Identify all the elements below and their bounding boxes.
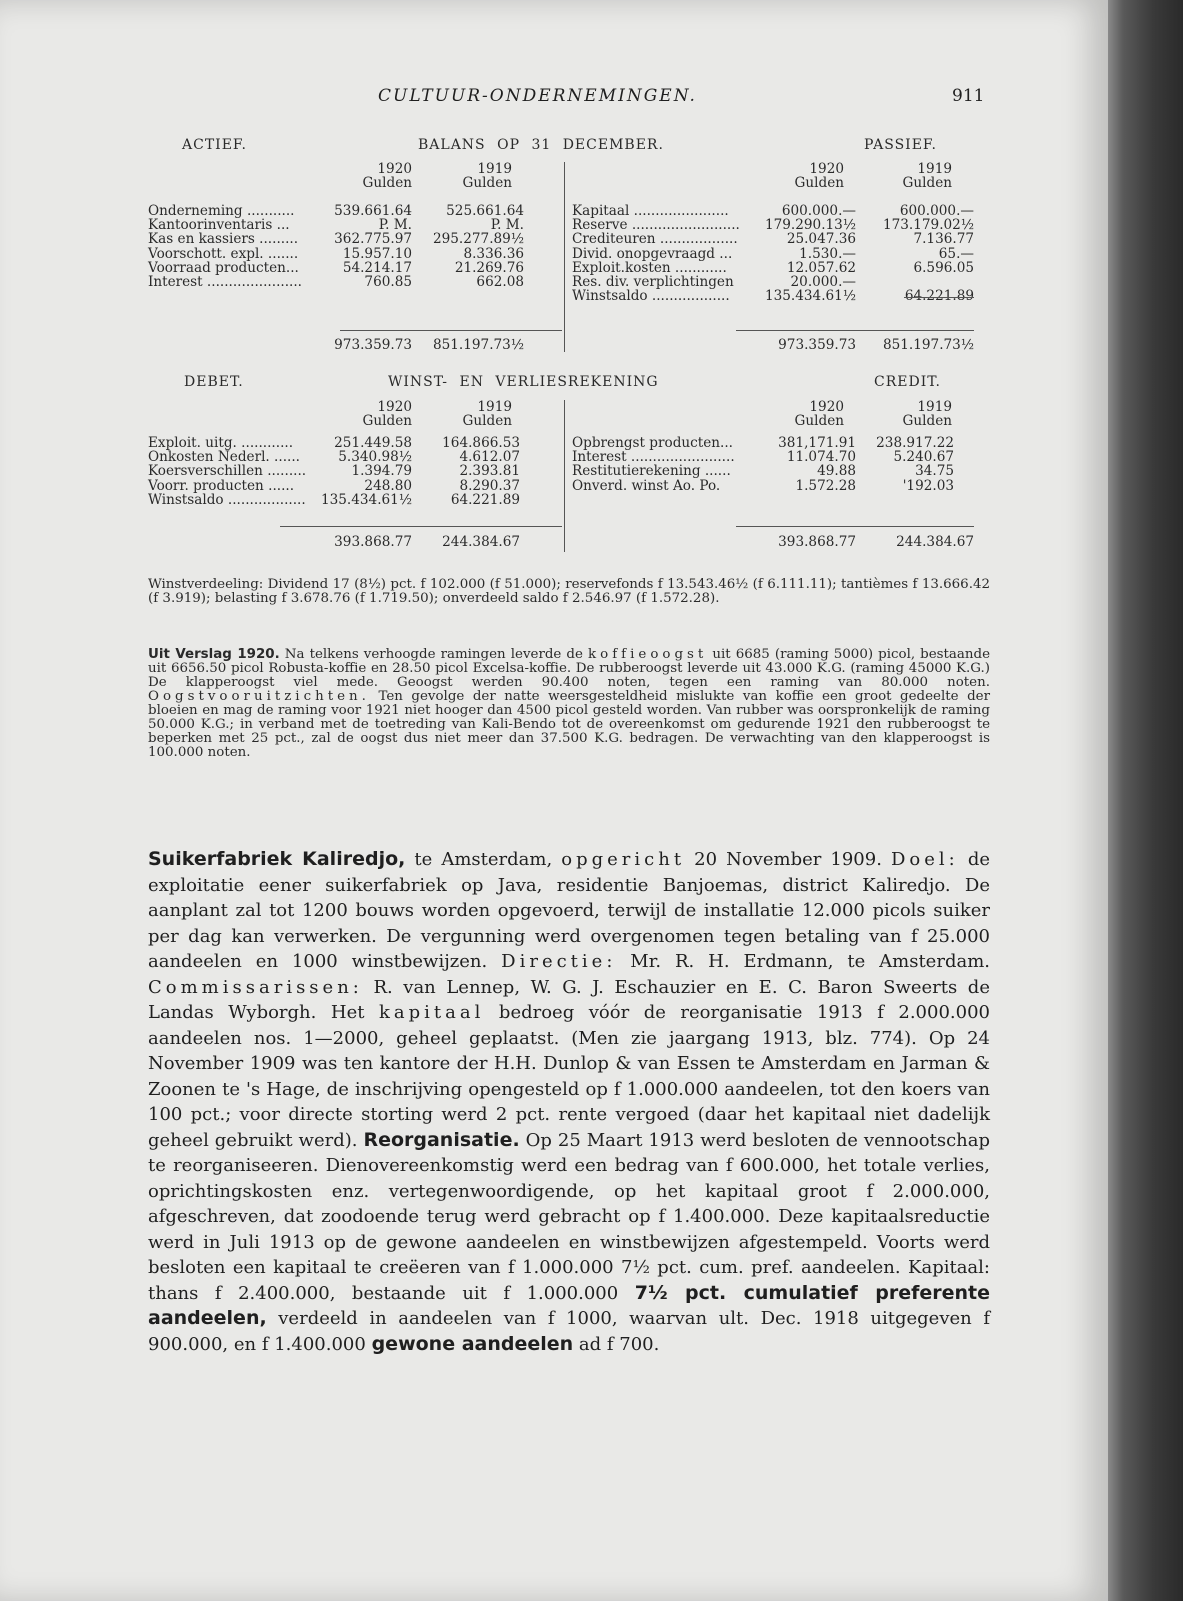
table-row: Interest ...................... [148, 273, 302, 290]
column-divider [564, 400, 565, 552]
col-head: 1920 Gulden [794, 161, 844, 192]
actief-1920: 539.661.64 P. M. 362.775.97 15.957.10 54.214.17 760.85 [334, 203, 412, 290]
book-spine-edge [1108, 0, 1183, 1601]
actief-label: ACTIEF. [182, 137, 247, 153]
table-row: Voorr. producten ...... [148, 477, 295, 494]
table-row: Kapitaal ...................... [572, 203, 729, 219]
profit-loss-account [0, 0, 1108, 560]
table-row: Res. div. verplichtingen [572, 273, 734, 290]
annual-report-excerpt: Uit Verslag 1920. Na telkens verhoogde ramingen leverde de koffieoogst uit 6685 (raming 5000) picol, bestaande uit 6656.50 picol Robusta-koffie en 28.50 picol Excelsa-koffie. De rubberoogst leverde uit 43.000 K.G. (raming 45000 K.G.) De klapperoogst viel mede. Geoogst werden 90.400 noten, tegen een raming van 80.000 noten. Oogstvooruitzichten. Ten gevolge der natte weersgesteldheid mislukte van koffie een groot gedeelte der bloeien en mag de raming voor 1921 niet hooger dan 4500 picol gesteld worden. Van rubber was oorspronkelijk de raming 50.000 K.G.; in verband met de toetreding van Kali-Bendo tot de overeenkomst om gedurende 1921 den rubberoogst te beperken met 25 pct., zal de oogst dus niet meer dan 37.500 K.G. bedragen. De verwachting van den klapperoogst is 100.000 noten. [148, 647, 991, 760]
table-row: Voorschott. expl. ....... [148, 245, 299, 262]
col-head: 1920 Gulden [362, 399, 412, 430]
total-rule [280, 526, 562, 527]
table-row: Onkosten Nederl. ...... [148, 449, 300, 466]
table-row: Kas en kassiers ......... [148, 231, 299, 248]
table-row: Interest ........................ [572, 449, 735, 466]
actief-total-1919: 851.197.73½ [432, 337, 524, 353]
credit-1919: 238.917.22 5.240.67 34.75 '192.03 [876, 435, 954, 494]
col-head: 1919 Gulden [902, 399, 952, 430]
passief-1919: 600.000.— 173.179.02½ 7.136.77 65.— 6.596.05 64.221.89 [882, 203, 974, 305]
col-head: 1919 Gulden [462, 161, 512, 192]
passief-total-1919: 851.197.73½ [882, 337, 974, 353]
page-number: 911 [952, 86, 985, 106]
table-row: Restitutierekening ...... [572, 463, 731, 480]
debet-label: DEBET. [184, 374, 244, 390]
credit-1920: 381,171.91 11.074.70 49.88 1.572.28 [778, 435, 856, 494]
debet-1919: 164.866.53 4.612.07 2.393.81 8.290.37 64.221.89 [442, 435, 520, 508]
table-row: Kantoorinventaris ... [148, 217, 290, 234]
actief-1919: 525.661.64 P. M. 295.277.89½ 8.336.36 21.269.76 662.08 [432, 203, 524, 290]
table-row: Onderneming ........... [148, 203, 295, 219]
pl-title: WINST- EN VERLIESREKENING [388, 374, 659, 390]
table-row: Divid. onopgevraagd ... [572, 245, 733, 262]
table-row: Exploit.kosten ............ [572, 259, 727, 276]
col-head: 1920 Gulden [794, 399, 844, 430]
debet-total-1919: 244.384.67 [442, 534, 520, 550]
credit-label: CREDIT. [874, 374, 941, 390]
table-row: Opbrengst producten... [572, 435, 733, 451]
passief-total-1920: 973.359.73 [778, 337, 856, 353]
total-rule [736, 526, 974, 527]
col-head: 1919 Gulden [462, 399, 512, 430]
passief-1920: 600.000.— 179.290.13½ 25.047.36 1.530.— 12.057.62 20.000.— 135.434.61½ [764, 203, 856, 305]
table-row: Voorraad producten... [148, 259, 299, 276]
debet-1920: 251.449.58 5.340.98½ 1.394.79 248.80 135.434.61½ [320, 435, 412, 508]
company-entry: Suikerfabriek Kaliredjo, te Amsterdam, opgericht 20 November 1909. Doel: de exploitatie eener suikerfabriek op Java, residentie Banjoemas, district Kaliredjo. De aanplant zal tot 1200 bouws worden opgevoerd, terwijl de installatie 12.000 picols suiker per dag kan verwerken. De vergunning werd overgenomen tegen betaling van f 25.000 aandeelen en 1000 winstbewijzen. Directie: Mr. R. H. Erdmann, te Amsterdam. Commissarissen: R. van Lennep, W. G. J. Eschauzier en E. C. Baron Sweerts de Landas Wyborgh. Het kapitaal bedroeg vóór de reorganisatie 1913 f 2.000.000 aandeelen nos. 1—2000, geheel geplaatst. (Men zie jaargang 1913, blz. 774). Op 24 November 1909 was ten kantore der H.H. Dunlop & van Essen te Amsterdam en Jarman & Zoonen te 's Hage, de inschrijving opengesteld op f 1.000.000 aandeelen, tot den koers van 100 pct.; voor directe storting werd 2 pct. rente vergoed (daar het kapitaal niet dadelijk geheel gebruikt werd). Reorganisatie. Op 25 Maart 1913 werd besloten de vennootschap te reorganiseeren. Dienovereenkomstig werd een bedrag van f 600.000, het totale verlies, oprichtingskosten enz. vertegenwoordigende, op het kapitaal groot f 2.000.000, afgeschreven, dat zoodoende terug werd gebracht op f 1.400.000. Deze kapitaalsreductie werd in Juli 1913 op de gewone aandeelen en winstbewijzen afgestempeld. Voorts werd besloten een kapitaal te creëeren van f 1.000.000 7½ pct. cum. pref. aandeelen. Kapitaal: thans f 2.400.000, bestaande uit f 1.000.000 7½ pct. cumulatief preferente aandeelen, verdeeld in aandeelen van f 1000, waarvan ult. Dec. 1918 uitgegeven f 900.000, en f 1.400.000 gewone aandeelen ad f 700. [148, 848, 990, 1355]
passief-label: PASSIEF. [864, 137, 937, 153]
debet-total-1920: 393.868.77 [334, 534, 412, 550]
running-header: CULTUUR-ONDERNEMINGEN. [378, 86, 697, 106]
table-row: Exploit. uitg. ............ [148, 435, 294, 451]
table-row: Winstsaldo .................. [572, 288, 730, 305]
table-row: Crediteuren .................. [572, 231, 738, 248]
report-heading: Uit Verslag 1920. [148, 647, 280, 662]
credit-total-1920: 393.868.77 [778, 534, 856, 550]
balance-title: BALANS OP 31 DECEMBER. [418, 137, 664, 153]
table-row: Reserve ......................... [572, 217, 740, 234]
actief-total-1920: 973.359.73 [334, 337, 412, 353]
table-row: Winstsaldo .................. [148, 491, 306, 508]
company-name: Suikerfabriek Kaliredjo, [148, 848, 406, 870]
credit-total-1919: 244.384.67 [896, 534, 974, 550]
profit-distribution: Winstverdeeling: Dividend 17 (8½) pct. f 102.000 (f 51.000); reservefonds f 13.543.46½ (f 6.111.11); tantièmes f 13.666.42 (f 3.919); belasting f 3.678.76 (f 1.719.50); onverdeeld saldo f 2.546.97 (f 1.572.28). [148, 577, 990, 606]
col-head: 1919 Gulden [902, 161, 952, 192]
col-head: 1920 Gulden [362, 161, 412, 192]
table-row: Onverd. winst Ao. Po. [572, 477, 721, 494]
table-row: Koersverschillen ......... [148, 463, 307, 480]
